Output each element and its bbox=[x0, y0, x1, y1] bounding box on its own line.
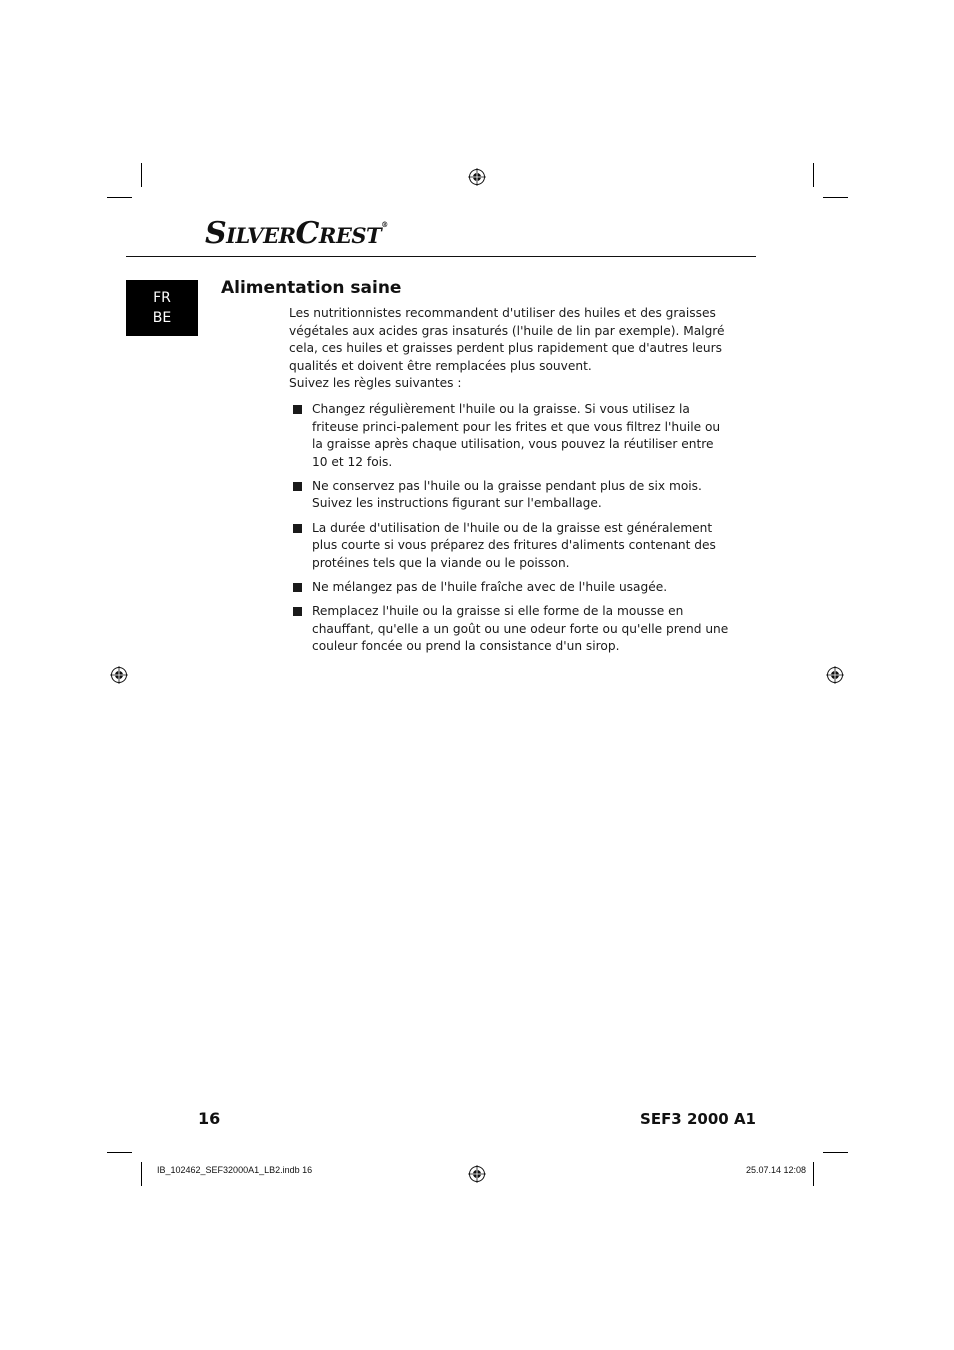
section-body bbox=[289, 305, 729, 662]
page-number: 16 bbox=[198, 1109, 221, 1128]
list-item-text: Ne conservez pas l'huile ou la graisse pendant plus de six mois. Suivez les instructions figurant sur l'emballage. bbox=[312, 478, 702, 511]
language-code: FR bbox=[153, 290, 171, 306]
crop-mark bbox=[813, 163, 814, 187]
list-item bbox=[289, 401, 729, 471]
logo-initial: S bbox=[205, 216, 227, 251]
square-bullet-icon bbox=[293, 405, 302, 414]
list-item-text: La durée d'utilisation de l'huile ou de la graisse est généralement plus courte si vous préparez des fritures d'aliments contenant des protéines tels que la viande ou le poisson. bbox=[312, 520, 716, 570]
list-item bbox=[289, 520, 729, 573]
list-item bbox=[289, 579, 729, 597]
language-code: BE bbox=[152, 310, 172, 326]
brand-logo bbox=[205, 216, 388, 251]
rules-list bbox=[289, 401, 729, 656]
registered-trademark: ® bbox=[381, 220, 388, 229]
model-number: SEF3 2000 A1 bbox=[640, 1110, 756, 1128]
logo-text: REST bbox=[318, 223, 382, 248]
list-item-text: Remplacez l'huile ou la graisse si elle forme de la mousse en chauffant, qu'elle a un goût ou une odeur forte ou qu'elle prend une couleur foncée ou prend la consistance d'un sirop. bbox=[312, 603, 729, 654]
crop-mark bbox=[141, 163, 142, 187]
rules-label: Suivez les règles suivantes : bbox=[289, 376, 462, 391]
crop-mark bbox=[107, 1152, 132, 1153]
registration-mark-icon bbox=[110, 666, 128, 684]
list-item bbox=[289, 603, 729, 656]
square-bullet-icon bbox=[293, 524, 302, 533]
square-bullet-icon bbox=[293, 482, 302, 491]
crop-mark bbox=[823, 1152, 848, 1153]
crop-mark bbox=[107, 197, 132, 198]
registration-mark-icon bbox=[468, 168, 486, 186]
crop-mark bbox=[141, 1162, 142, 1186]
crop-mark bbox=[813, 1162, 814, 1186]
intro-paragraph: Les nutritionnistes recommandent d'utiliser des huiles et des graisses végétales aux acides gras insaturés (l'huile de lin par exemple). Malgré cela, ces huiles et graisses perdent plus rapidement que d'autres leurs qualités et doivent être remplacées plus souvent. bbox=[289, 306, 725, 373]
list-item-text: Changez régulièrement l'huile ou la graisse. Si vous utilisez la friteuse princi-palement pour les frites et que vous filtrez l'huile ou la graisse après chaque utilisation, vous pouvez la réutiliser entre 10 et 12 fois. bbox=[312, 401, 721, 469]
square-bullet-icon bbox=[293, 607, 302, 616]
print-slug-date: 25.07.14 12:08 bbox=[745, 1165, 806, 1175]
registration-mark-icon bbox=[468, 1165, 486, 1183]
logo-initial: C bbox=[295, 216, 319, 251]
print-slug-file: IB_102462_SEF32000A1_LB2.indb 16 bbox=[157, 1165, 313, 1175]
header-divider bbox=[126, 256, 756, 257]
list-item bbox=[289, 478, 729, 513]
list-item-text: Ne mélangez pas de l'huile fraîche avec de l'huile usagée. bbox=[312, 579, 668, 594]
language-tab bbox=[126, 280, 198, 336]
square-bullet-icon bbox=[293, 583, 302, 592]
registration-mark-icon bbox=[826, 666, 844, 684]
logo-text: ILVER bbox=[226, 223, 296, 248]
section-title: Alimentation saine bbox=[221, 278, 402, 298]
crop-mark bbox=[823, 197, 848, 198]
